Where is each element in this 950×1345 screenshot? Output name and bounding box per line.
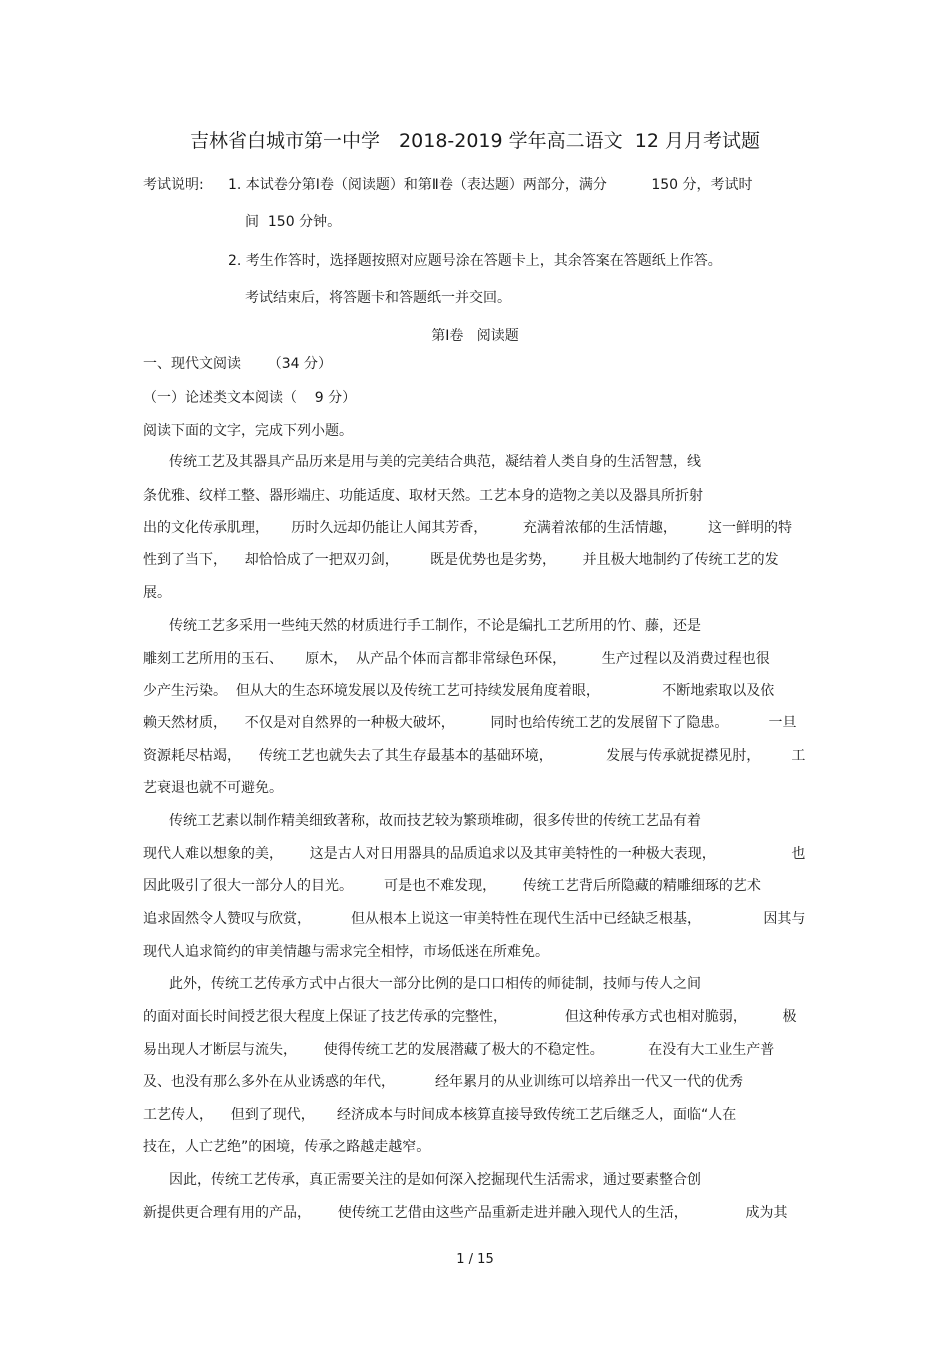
- passage-line: 展。: [143, 585, 171, 601]
- passage-line: 资源耗尽枯竭， 传统工艺也就失去了其生存最基本的基础环境， 发展与传承就捉襟见肘， 工: [143, 748, 806, 764]
- passage-line: 工艺传人， 但到了现代， 经济成本与时间成本核算直接导致传统工艺后继乏人，面临“人在: [143, 1107, 737, 1123]
- instruction-line-4: 考试结束后，将答题卡和答题纸一并交回。: [245, 290, 511, 306]
- passage-line: 出的文化传承肌理， 历时久远却仍能让人闻其芳香， 充满着浓郁的生活情趣， 这一鲜明的特: [143, 520, 793, 536]
- passage-line: 赖天然材质， 不仅是对自然界的一种极大破坏， 同时也给传统工艺的发展留下了隐患。 一旦: [143, 715, 797, 731]
- passage-line: 少产生污染。 但从大的生态环境发展以及传统工艺可持续发展角度着眼， 不断地索取以及依: [143, 683, 775, 699]
- passage-line: 的面对面长时间授艺很大程度上保证了技艺传承的完整性， 但这种传承方式也相对脆弱， 极: [143, 1009, 797, 1025]
- passage-line: 因此吸引了很大一部分人的目光。 可是也不难发现， 传统工艺背后所隐藏的精雕细琢的艺术: [143, 878, 761, 894]
- passage-line: 条优雅、纹样工整、器形端庄、功能适度、取材天然。工艺本身的造物之美以及器具所折射: [143, 488, 703, 504]
- part-heading: 一、现代文阅读 （34 分）: [143, 356, 332, 372]
- passage-line: 及、也没有那么多外在从业诱惑的年代， 经年累月的从业训练可以培养出一代又一代的优秀: [143, 1074, 744, 1090]
- passage-line: 艺衰退也就不可避免。: [143, 780, 283, 796]
- passage-line: 此外，传统工艺传承方式中占很大一部分比例的是口口相传的师徒制，技师与传人之间: [169, 976, 701, 992]
- passage-line: 因此，传统工艺传承，真正需要关注的是如何深入挖掘现代生活需求，通过要素整合创: [169, 1172, 701, 1188]
- page-number: 1 / 15: [456, 1252, 494, 1267]
- passage-line: 现代人难以想象的美， 这是古人对日用器具的品质追求以及其审美特性的一种极大表现， 也: [143, 846, 806, 862]
- document-title: 吉林省白城市第一中学 2018-2019 学年高二语文 12 月月考试题: [190, 130, 760, 152]
- instruction-line-3: 2. 考生作答时，选择题按照对应题号涂在答题卡上，其余答案在答题纸上作答。: [228, 253, 722, 269]
- passage-line: 传统工艺多采用一些纯天然的材质进行手工制作，不论是编扎工艺所用的竹、藤，还是: [169, 618, 701, 634]
- passage-line: 传统工艺及其器具产品历来是用与美的完美结合典范，凝结着人类自身的生活智慧，线: [169, 454, 701, 470]
- passage-line: 追求固然令人赞叹与欣赏， 但从根本上说这一审美特性在现代生活中已经缺乏根基， 因其与: [143, 911, 806, 927]
- instruction-line-1: 1. 本试卷分第Ⅰ卷（阅读题）和第Ⅱ卷（表达题）两部分，满分 150 分，考试时: [228, 177, 753, 193]
- instructions-label: 考试说明:: [143, 177, 204, 193]
- passage-line: 技在，人亡艺绝”的困境，传承之路越走越窄。: [143, 1139, 431, 1155]
- passage-line: 易出现人才断层与流失， 使得传统工艺的发展潜藏了极大的不稳定性。 在没有大工业生产普: [143, 1042, 775, 1058]
- reading-direction: 阅读下面的文字，完成下列小题。: [143, 423, 353, 439]
- passage-line: 雕刻工艺所用的玉石、 原木， 从产品个体而言都非常绿色环保， 生产过程以及消费过程也很: [143, 651, 770, 667]
- passage-line: 现代人追求简约的审美情趣与需求完全相悖，市场低迷在所难免。: [143, 944, 549, 960]
- subsection-heading: （一）论述类文本阅读（ 9 分）: [143, 390, 357, 406]
- passage-line: 性到了当下， 却恰恰成了一把双刃剑， 既是优势也是劣势， 并且极大地制约了传统工艺的发: [143, 552, 779, 568]
- instruction-line-2: 间 150 分钟。: [245, 214, 342, 230]
- passage-line: 新提供更合理有用的产品， 使传统工艺借由这些产品重新走进并融入现代人的生活， 成为其: [143, 1205, 788, 1221]
- passage-line: 传统工艺素以制作精美细致著称，故而技艺较为繁琐堆砌，很多传世的传统工艺品有着: [169, 813, 701, 829]
- section-title: 第Ⅰ卷 阅读题: [431, 328, 519, 344]
